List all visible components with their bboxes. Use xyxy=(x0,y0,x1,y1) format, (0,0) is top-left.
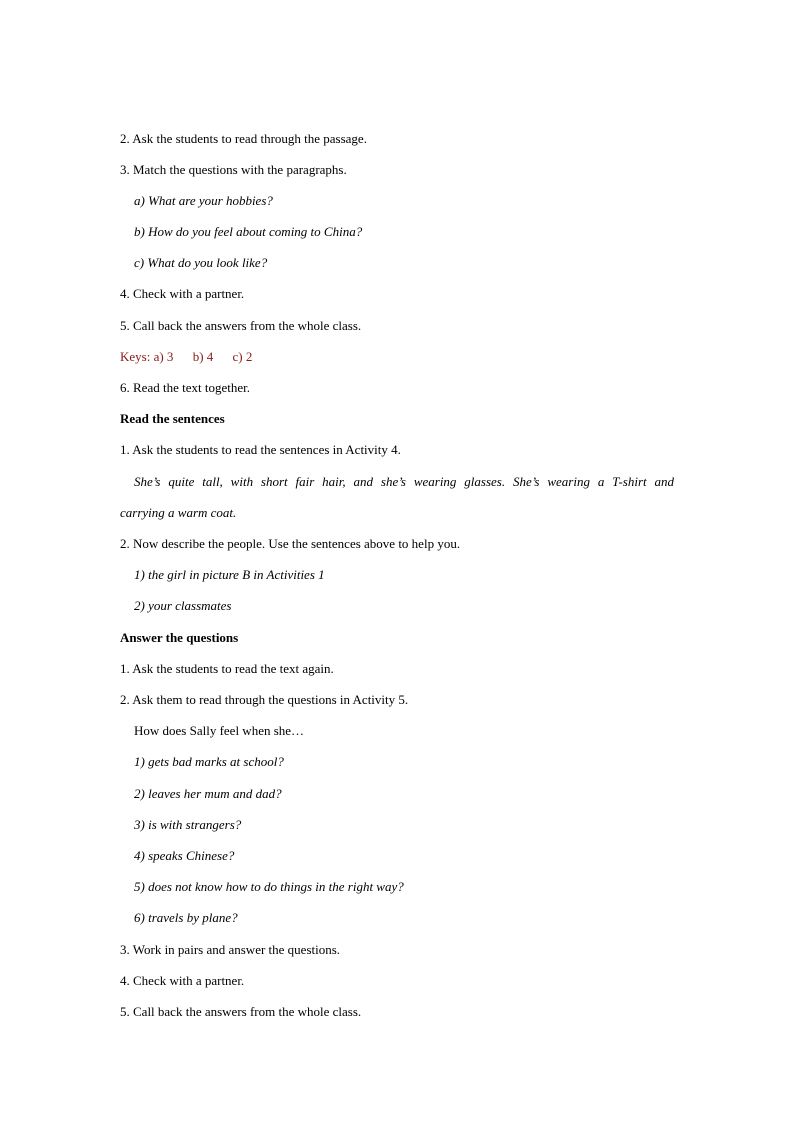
instruction-line: 4. Check with a partner. xyxy=(120,973,245,988)
instruction-line: 6. Read the text together. xyxy=(120,380,250,395)
instruction-line: 2. Now describe the people. Use the sentences above to help you. xyxy=(120,536,461,551)
question-item: c) What do you look like? xyxy=(134,255,268,270)
section-heading: Answer the questions xyxy=(120,630,239,645)
task-item: 2) your classmates xyxy=(134,598,232,613)
instruction-line: 3. Match the questions with the paragraphs. xyxy=(120,162,347,177)
instruction-line: 2. Ask the students to read through the passage. xyxy=(120,131,367,146)
instruction-line: 4. Check with a partner. xyxy=(120,286,245,301)
task-item: 1) the girl in picture B in Activities 1 xyxy=(134,567,325,582)
section-heading: Read the sentences xyxy=(120,411,225,426)
question-item: 4) speaks Chinese? xyxy=(134,848,235,863)
question-item: 3) is with strangers? xyxy=(134,817,242,832)
question-item: b) How do you feel about coming to China? xyxy=(134,224,363,239)
example-sentence-continued: carrying a warm coat. xyxy=(120,505,237,520)
example-sentence: She’s quite tall, with short fair hair, and she’s wearing glasses. She’s wearing a T-shirt and xyxy=(134,474,674,489)
instruction-line: 5. Call back the answers from the whole class. xyxy=(120,318,362,333)
question-item: 1) gets bad marks at school? xyxy=(134,754,284,769)
question-item: a) What are your hobbies? xyxy=(134,193,273,208)
question-stem: How does Sally feel when she… xyxy=(134,723,305,738)
answer-key-a: Keys: a) 3 xyxy=(120,349,174,364)
instruction-line: 1. Ask the students to read the sentences in Activity 4. xyxy=(120,442,401,457)
answer-keys xyxy=(120,349,252,365)
answer-key-c: c) 2 xyxy=(232,349,253,364)
instruction-line: 2. Ask them to read through the questions in Activity 5. xyxy=(120,692,409,707)
question-item: 6) travels by plane? xyxy=(134,910,238,925)
question-item: 2) leaves her mum and dad? xyxy=(134,786,282,801)
instruction-line: 3. Work in pairs and answer the questions. xyxy=(120,942,341,957)
instruction-line: 5. Call back the answers from the whole class. xyxy=(120,1004,362,1019)
instruction-line: 1. Ask the students to read the text again. xyxy=(120,661,334,676)
question-item: 5) does not know how to do things in the right way? xyxy=(134,879,404,894)
answer-key-b: b) 4 xyxy=(192,349,214,364)
